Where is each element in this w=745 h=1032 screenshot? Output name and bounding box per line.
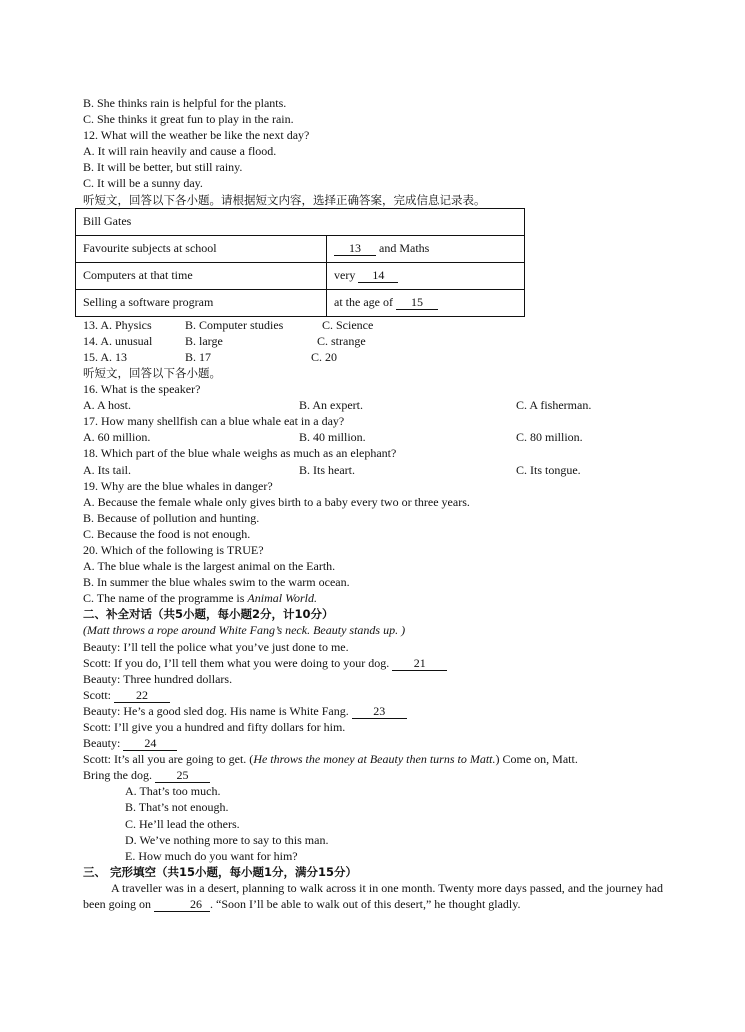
option-line: C. Because the food is not enough.: [83, 526, 251, 541]
section-heading: 二、补全对话（共5小题，每小题2分，计10分）: [83, 607, 334, 622]
answer-blank: 14: [358, 269, 398, 283]
option-line: C. The name of the programme is Animal World.: [83, 591, 317, 606]
question-line: 18. Which part of the blue whale weighs as much as an elephant?: [83, 446, 397, 461]
question-row: 13. A. Physics B. Computer studies C. Science: [83, 317, 374, 332]
option-line: C. He’ll lead the others.: [125, 816, 240, 831]
table-value: 13 and Maths: [327, 235, 525, 262]
option-line: B. It will be better, but still rainy.: [83, 160, 243, 175]
answer-blank: 26: [154, 898, 210, 912]
answer-blank: 24: [123, 737, 177, 751]
question-line: 19. Why are the blue whales in danger?: [83, 478, 273, 493]
table-value: at the age of 15: [327, 289, 525, 316]
answer-blank: 23: [352, 705, 407, 719]
dialogue-line: Scott: 22: [83, 687, 663, 703]
exam-page: [83, 95, 663, 913]
answer-blank: 22: [114, 689, 170, 703]
dialogue-line: Bring the dog. 25: [83, 767, 663, 783]
cloze-paragraph: A traveller was in a desert, planning to walk across it in one month. Twenty more days passed, and the journey had been going on 26 . “Soon I’ll be able to walk out of this desert,” he thought gladly.: [83, 880, 663, 912]
question-20: [83, 542, 663, 606]
answer-blank: 13: [334, 242, 376, 256]
section-heading: 三、 完形填空（共15小题，每小题1分，满分15分）: [83, 864, 358, 879]
stage-direction: (Matt throws a rope around White Fang’s neck. Beauty stands up. ): [83, 623, 406, 638]
option-line: B. She thinks rain is helpful for the plants.: [83, 96, 287, 110]
option-line: D. We’ve nothing more to say to this man.: [125, 832, 329, 847]
table-title: Bill Gates: [76, 208, 525, 235]
question-line: 17. How many shellfish can a blue whale eat in a day?: [83, 414, 345, 429]
option-line: B. Because of pollution and hunting.: [83, 510, 260, 525]
option-line: A. That’s too much.: [125, 784, 221, 799]
question-line: 12. What will the weather be like the next day?: [83, 128, 310, 143]
dialogue-line: Beauty: Three hundred dollars.: [83, 671, 233, 686]
dialogue-line: Beauty: He’s a good sled dog. His name is White Fang. 23: [83, 703, 663, 719]
questions-16-18: [83, 381, 663, 478]
table-label: Selling a software program: [76, 289, 327, 316]
section-instruction: 听短文，回答以下各小题。: [83, 365, 221, 380]
question-line: 20. Which of the following is TRUE?: [83, 542, 264, 557]
question-row: 14. A. unusual B. large C. strange: [83, 333, 366, 348]
top-lines: [83, 95, 663, 192]
dialogue: [83, 639, 663, 784]
question-line: 16. What is the speaker?: [83, 382, 201, 397]
option-line: A. Because the female whale only gives birth to a baby every two or three years.: [83, 494, 470, 509]
table-row: [76, 208, 525, 235]
question-19: [83, 478, 663, 542]
section-instruction: 听短文，回答以下各小题。请根据短文内容，选择正确答案，完成信息记录表。: [83, 192, 486, 207]
options-row: A. Its tail. B. Its heart. C. Its tongue.: [83, 462, 581, 477]
dialogue-line: Beauty: 24: [83, 735, 663, 751]
option-line: E. How much do you want for him?: [125, 848, 298, 863]
table-label: Favourite subjects at school: [76, 235, 327, 262]
option-line: B. That’s not enough.: [125, 800, 229, 815]
option-line: C. It will be a sunny day.: [83, 176, 203, 191]
dialogue-line: Beauty: I’ll tell the police what you’ve just done to me.: [83, 639, 349, 654]
dialogue-options: [83, 783, 663, 863]
option-line: A. The blue whale is the largest animal on the Earth.: [83, 559, 336, 574]
answer-blank: 15: [396, 296, 438, 310]
answer-blank: 21: [392, 657, 447, 671]
option-line: A. It will rain heavily and cause a flood.: [83, 144, 277, 159]
options-row: A. A host. B. An expert. C. A fisherman.: [83, 398, 592, 413]
table-row: [76, 235, 525, 262]
dialogue-line: Scott: If you do, I’ll tell them what you were doing to your dog. 21: [83, 655, 663, 671]
table-row: [76, 289, 525, 316]
dialogue-line: Scott: It’s all you are going to get. (He throws the money at Beauty then turns to Matt.) Come on, Matt.: [83, 752, 578, 767]
option-line: B. In summer the blue whales swim to the warm ocean.: [83, 575, 350, 590]
questions-13-15: [83, 317, 663, 365]
table-value: very 14: [327, 262, 525, 289]
option-line: C. She thinks it great fun to play in the rain.: [83, 112, 294, 127]
info-record-table: [75, 208, 525, 317]
table-label: Computers at that time: [76, 262, 327, 289]
table-row: [76, 262, 525, 289]
question-row: 15. A. 13 B. 17 C. 20: [83, 349, 338, 364]
dialogue-line: Scott: I’ll give you a hundred and fifty dollars for him.: [83, 720, 346, 734]
answer-blank: 25: [155, 769, 210, 783]
options-row: A. 60 million. B. 40 million. C. 80 million.: [83, 430, 583, 445]
